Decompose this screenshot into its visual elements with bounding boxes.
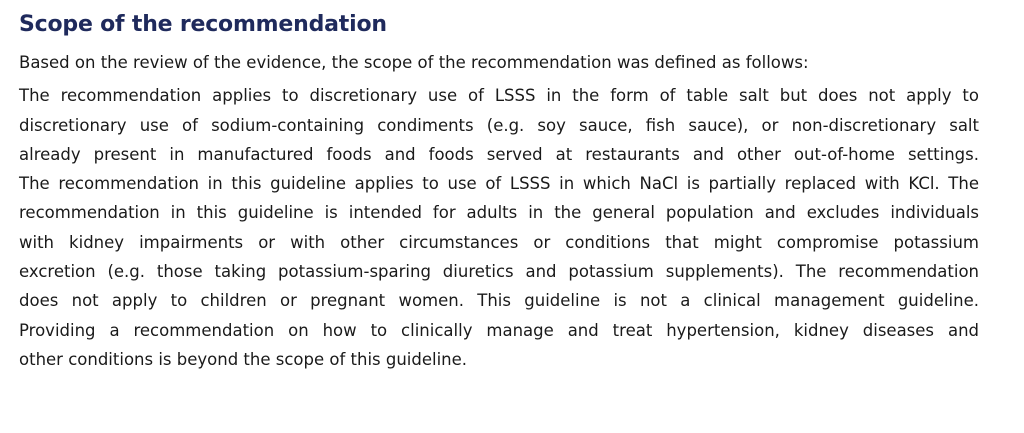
paragraph-line: Providing a recommendation on how to clinically manage and treat hypertension, kidney diseases and bbox=[19, 320, 979, 340]
paragraph-line: The recommendation applies to discretionary use of LSSS in the form of table salt but does not apply to bbox=[19, 86, 979, 106]
paragraph-line: The recommendation in this guideline applies to use of LSSS in which NaCl is partially replaced with KCl. The bbox=[19, 174, 979, 194]
paragraph-line: other conditions is beyond the scope of this guideline. bbox=[19, 349, 468, 369]
document-section bbox=[19, 8, 979, 374]
paragraph-line: with kidney impairments or with other circumstances or conditions that might compromise potassium bbox=[19, 232, 979, 252]
intro-sentence: Based on the review of the evidence, the scope of the recommendation was defined as follows: bbox=[19, 53, 809, 72]
paragraph-line: excretion (e.g. those taking potassium-sparing diuretics and potassium supplements). The recommendation bbox=[19, 262, 979, 282]
paragraph-line: discretionary use of sodium-containing condiments (e.g. soy sauce, fish sauce), or non-discretionary salt bbox=[19, 115, 979, 135]
paragraph-line: does not apply to children or pregnant women. This guideline is not a clinical management guideline. bbox=[19, 291, 979, 311]
paragraph-line: already present in manufactured foods and foods served at restaurants and other out-of-home settings. bbox=[19, 144, 979, 164]
section-heading: Scope of the recommendation bbox=[19, 12, 387, 37]
paragraph-line: recommendation in this guideline is intended for adults in the general population and excludes individuals bbox=[19, 203, 979, 223]
scope-paragraph bbox=[19, 81, 979, 374]
